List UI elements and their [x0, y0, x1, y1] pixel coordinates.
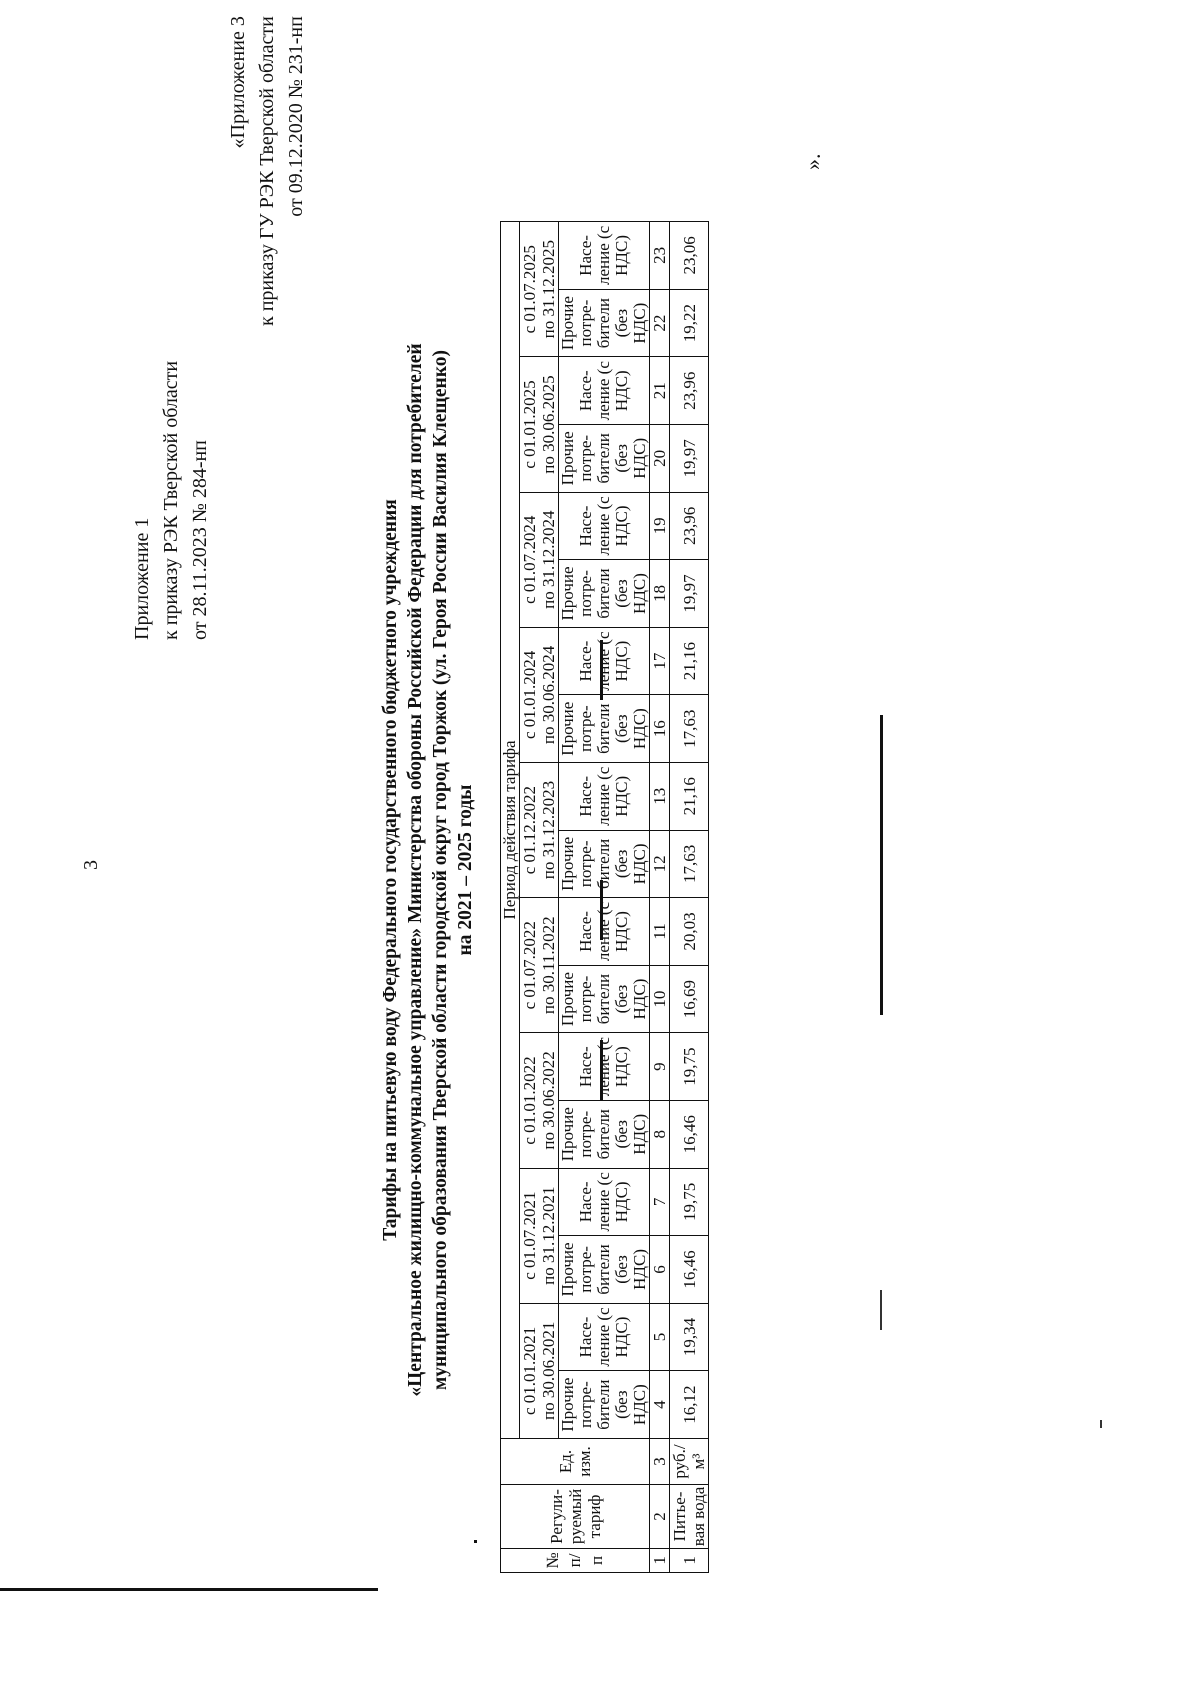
- tariff-table: [500, 221, 709, 1573]
- tariff-value: 19,75: [670, 1168, 709, 1236]
- tariff-value: 20,03: [670, 898, 709, 966]
- column-number: 13: [650, 762, 670, 830]
- period-cell: [520, 1033, 559, 1168]
- column-number: 19: [650, 492, 670, 560]
- population-header: Насе-ление (с НДС): [559, 898, 650, 966]
- title-line: «Центральное жилищно-коммунальное управление» Министерства обороны Российской Федерации для потребителей: [405, 343, 426, 1397]
- appendix-1-line: от 28.11.2023 № 284-нп: [189, 440, 211, 640]
- title-line: на 2021 – 2025 годы: [455, 784, 476, 956]
- column-number: 16: [650, 695, 670, 763]
- tariff-value: 23,96: [670, 492, 709, 560]
- row-number-header: № п/ п: [501, 1548, 650, 1572]
- other-consumers-header: Прочие потре-бители (без НДС): [559, 425, 650, 493]
- period-to: по 30.11.2022: [539, 916, 558, 1015]
- period-to: по 30.06.2021: [539, 1321, 558, 1421]
- other-consumers-header: Прочие потре-бители (без НДС): [559, 965, 650, 1033]
- tariff-header: Регули-руемый тариф: [501, 1485, 650, 1549]
- population-header: Насе-ление (с НДС): [559, 762, 650, 830]
- column-number: 2: [650, 1485, 670, 1549]
- other-consumers-header: Прочие потре-бители (без НДС): [559, 289, 650, 357]
- tariff-value: 16,12: [670, 1371, 709, 1439]
- period-to: по 30.06.2022: [539, 1051, 558, 1150]
- tariff-value: 19,34: [670, 1303, 709, 1371]
- period-cell: [520, 1303, 559, 1438]
- column-number: 20: [650, 425, 670, 493]
- population-header: Насе-ление (с НДС): [559, 222, 650, 290]
- column-number: 3: [650, 1438, 670, 1484]
- column-number: 23: [650, 222, 670, 290]
- appendix-3-block: [224, 16, 311, 326]
- tariff-value: 19,97: [670, 425, 709, 493]
- tariff-value: 23,06: [670, 222, 709, 290]
- column-number: 22: [650, 289, 670, 357]
- tariff-name: Питье-вая вода: [670, 1485, 709, 1549]
- column-number: 10: [650, 965, 670, 1033]
- title-line: муниципального образования Тверской области городской округ город Торжок (ул. Героя России Василия Клещенко): [430, 350, 451, 1390]
- unit: руб./м³: [670, 1438, 709, 1484]
- period-cell: [520, 222, 559, 357]
- population-header: Насе-ление (с НДС): [559, 1168, 650, 1236]
- appendix-1-block: [128, 361, 215, 640]
- period-to: по 30.06.2024: [539, 645, 558, 745]
- population-header: Насе-ление (с НДС): [559, 1033, 650, 1101]
- appendix-3-line: к приказу ГУ РЭК Тверской области: [256, 16, 278, 326]
- period-cell: [520, 1168, 559, 1303]
- tariff-value: 21,16: [670, 627, 709, 695]
- period-from: с 01.12.2022: [520, 785, 539, 875]
- column-number: 12: [650, 830, 670, 898]
- page-number: 3: [80, 860, 102, 870]
- tariff-value: 16,46: [670, 1236, 709, 1304]
- other-consumers-header: Прочие потре-бители (без НДС): [559, 830, 650, 898]
- column-number: 17: [650, 627, 670, 695]
- period-to: по 30.06.2025: [539, 375, 558, 474]
- closing-quote: ».: [800, 153, 825, 170]
- other-consumers-header: Прочие потре-бители (без НДС): [559, 1236, 650, 1304]
- tariff-value: 23,96: [670, 357, 709, 425]
- period-cell: [520, 357, 559, 492]
- other-consumers-header: Прочие потре-бители (без НДС): [559, 1371, 650, 1439]
- appendix-1-line: к приказу РЭК Тверской области: [160, 360, 182, 640]
- tariff-value: 16,69: [670, 965, 709, 1033]
- tariff-value: 19,75: [670, 1033, 709, 1101]
- other-consumers-header: Прочие потре-бители (без НДС): [559, 695, 650, 763]
- period-to: по 31.12.2024: [539, 510, 558, 609]
- tariff-value: 19,97: [670, 560, 709, 628]
- period-cell: [520, 492, 559, 627]
- column-number: 5: [650, 1303, 670, 1371]
- column-number: 21: [650, 357, 670, 425]
- appendix-1-line: Приложение 1: [131, 517, 153, 640]
- column-number: 9: [650, 1033, 670, 1101]
- population-header: Насе-ление (с НДС): [559, 627, 650, 695]
- other-consumers-header: Прочие потре-бители (без НДС): [559, 560, 650, 628]
- tariff-value: 16,46: [670, 1100, 709, 1168]
- period-to: по 31.12.2021: [539, 1186, 558, 1285]
- period-from: с 01.07.2025: [520, 245, 539, 334]
- period-cell: [520, 627, 559, 762]
- column-number: 18: [650, 560, 670, 628]
- column-number: 7: [650, 1168, 670, 1236]
- tariff-value: 17,63: [670, 830, 709, 898]
- other-consumers-header: Прочие потре-бители (без НДС): [559, 1100, 650, 1168]
- period-from: с 01.07.2021: [520, 1191, 539, 1280]
- period-cell: [520, 898, 559, 1033]
- title-line: Тарифы на питьевую воду Федерального государственного бюджетного учреждения: [380, 499, 401, 1241]
- column-number: 8: [650, 1100, 670, 1168]
- column-number: 6: [650, 1236, 670, 1304]
- document-title: [378, 220, 478, 1520]
- unit-header: Ед. изм.: [501, 1438, 650, 1484]
- column-number: 11: [650, 898, 670, 966]
- period-from: с 01.01.2024: [520, 650, 539, 740]
- appendix-3-line: «Приложение 3: [227, 16, 249, 149]
- period-header-row: [501, 222, 520, 1573]
- population-header: Насе-ление (с НДС): [559, 492, 650, 560]
- column-number-row: [650, 222, 670, 1573]
- population-header: Насе-ление (с НДС): [559, 1303, 650, 1371]
- period-from: с 01.01.2021: [520, 1326, 539, 1415]
- period-from: с 01.07.2022: [520, 921, 539, 1010]
- period-from: с 01.01.2025: [520, 380, 539, 469]
- appendix-3-line: от 09.12.2020 № 231-нп: [285, 16, 307, 217]
- tariff-value: 17,63: [670, 695, 709, 763]
- period-to: по 31.12.2023: [539, 780, 558, 880]
- period-cell: [520, 762, 559, 897]
- period-dates-row: [520, 222, 559, 1573]
- period-to: по 31.12.2025: [539, 240, 558, 339]
- tariff-value: 19,22: [670, 289, 709, 357]
- column-number: 1: [650, 1548, 670, 1572]
- period-from: с 01.07.2024: [520, 515, 539, 604]
- row-number: 1: [670, 1548, 709, 1572]
- period-header: Период действия тарифа: [501, 222, 520, 1439]
- population-header: Насе-ление (с НДС): [559, 357, 650, 425]
- consumer-subheader-row: [559, 222, 650, 1573]
- column-number: 4: [650, 1371, 670, 1439]
- period-from: с 01.01.2022: [520, 1056, 539, 1145]
- table-row: [670, 222, 709, 1573]
- tariff-value: 21,16: [670, 762, 709, 830]
